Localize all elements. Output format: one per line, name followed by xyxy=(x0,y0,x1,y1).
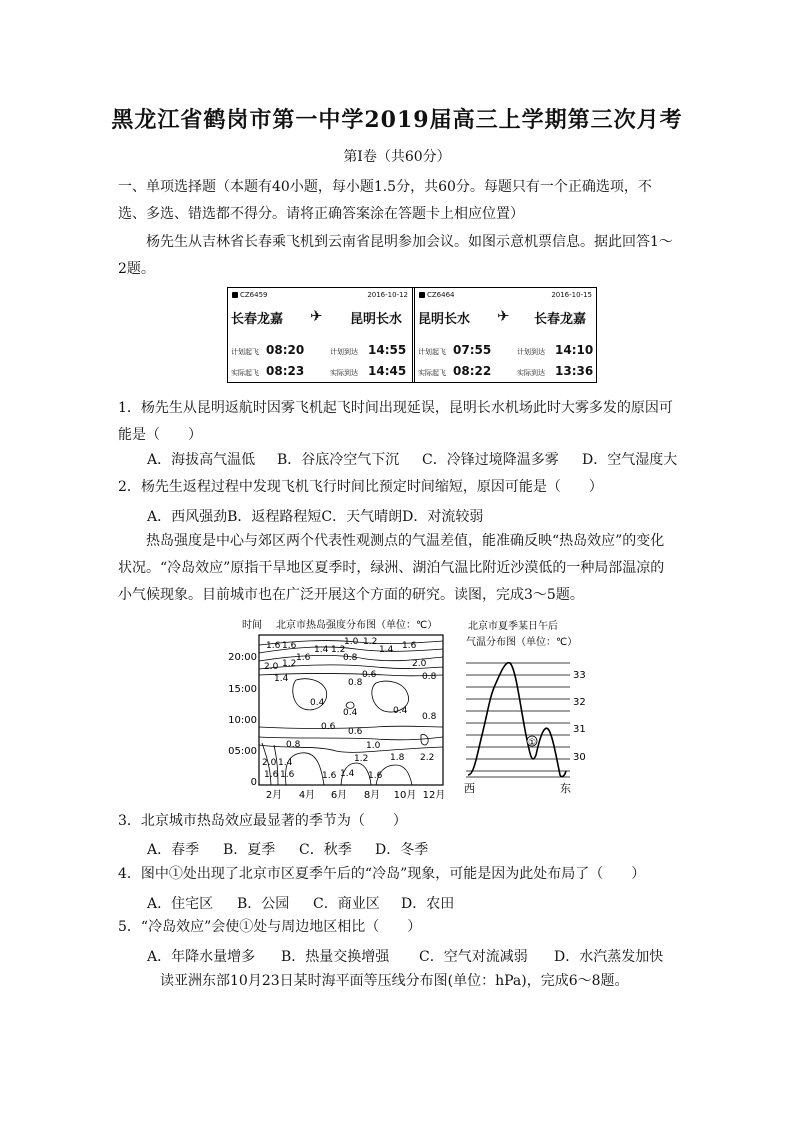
passage-2: 热岛强度是中心与郊区两个代表性观测点的气温差值，能准确反映“热岛效应”的变化状况。“冷岛效应”原指干旱地区夏季时，绿洲、湖泊气温比附近沙漠低的一种局部温凉的小气候现象。目前城市也在广泛开展这个方面的研究。读图，完成3～5题。 xyxy=(118,533,665,603)
svg-text:0.4: 0.4 xyxy=(343,708,358,718)
svg-text:1.4: 1.4 xyxy=(274,674,289,684)
svg-text:1.2: 1.2 xyxy=(282,659,297,669)
svg-text:1.4: 1.4 xyxy=(278,758,293,768)
option-c: C．空气对流减弱 xyxy=(419,949,528,965)
grid-lines xyxy=(466,663,570,777)
svg-text:0.6: 0.6 xyxy=(362,670,377,680)
option-d: D．对流较弱 xyxy=(402,509,484,525)
svg-text:4月: 4月 xyxy=(298,790,316,801)
svg-text:1.0: 1.0 xyxy=(344,637,359,647)
plan-arr-time: 14:55 xyxy=(368,343,407,357)
svg-text:1.4: 1.4 xyxy=(340,769,355,779)
svg-text:1.4: 1.4 xyxy=(314,645,329,655)
svg-text:05:00: 05:00 xyxy=(228,746,257,757)
departure-city: 昆明长水 xyxy=(418,312,471,327)
act-arr-label: 实际到达 xyxy=(330,369,358,377)
svg-text:10:00: 10:00 xyxy=(228,715,257,726)
airline-logo-icon xyxy=(232,292,238,298)
option-d: D．冬季 xyxy=(375,842,429,858)
question-3-stem: 3．北京城市热岛效应最显著的季节为（ ） xyxy=(118,813,407,829)
svg-text:1.6: 1.6 xyxy=(296,653,311,663)
svg-text:1.6: 1.6 xyxy=(264,770,279,780)
svg-text:0.8: 0.8 xyxy=(422,672,437,682)
west-label: 西 xyxy=(464,782,475,795)
question-2-options xyxy=(147,506,707,526)
option-a: A．住宅区 xyxy=(147,896,214,912)
y-axis-ticks xyxy=(228,652,257,788)
plan-arr-label: 计划到达 xyxy=(517,348,545,356)
flight-code: CZ6459 xyxy=(240,291,268,299)
option-b: B．夏季 xyxy=(223,842,276,858)
flight-date: 2016-10-12 xyxy=(367,291,408,299)
svg-text:31: 31 xyxy=(573,724,586,735)
svg-text:2.0: 2.0 xyxy=(412,659,427,669)
svg-text:0.6: 0.6 xyxy=(321,722,336,732)
temperature-profile-chart xyxy=(462,615,592,800)
svg-text:1.6: 1.6 xyxy=(266,641,281,651)
svg-text:1.8: 1.8 xyxy=(390,753,405,763)
option-c: C．冷锋过境降温多雾 xyxy=(422,452,559,468)
svg-text:20:00: 20:00 xyxy=(228,652,257,663)
svg-text:1.6: 1.6 xyxy=(322,771,337,781)
section-intro: 一、单项选择题（本题有40小题，每小题1.5分，共60分。每题只有一个正确选项，不选、多选、错选都不得分。请将正确答案涂在答题卡上相应位置） xyxy=(118,179,652,222)
option-c: C．秋季 xyxy=(299,842,352,858)
passage-1: 杨先生从吉林省长春乘飞机到云南省昆明参加会议。如图示意机票信息。据此回答1～2题。 xyxy=(118,234,673,277)
act-arr-label: 实际到达 xyxy=(517,369,545,377)
temperature-curve xyxy=(468,663,566,777)
ticket-return xyxy=(412,288,596,382)
svg-text:1.6: 1.6 xyxy=(402,641,417,651)
flight-date: 2016-10-15 xyxy=(551,291,592,299)
question-1-options xyxy=(147,449,707,469)
east-label: 东 xyxy=(560,782,571,795)
plan-dep-time: 08:20 xyxy=(266,343,305,357)
option-b: B．谷底冷空气下沉 xyxy=(277,452,400,468)
svg-text:1.6: 1.6 xyxy=(280,770,295,780)
temp-title-line2: 气温分布图（单位：℃） xyxy=(466,637,578,648)
svg-text:0: 0 xyxy=(250,777,257,788)
option-d: D．空气湿度大 xyxy=(582,452,678,468)
svg-text:1.0: 1.0 xyxy=(366,741,381,751)
option-d: D．水汽蒸发加快 xyxy=(554,949,664,965)
svg-text:1.2: 1.2 xyxy=(363,637,378,647)
question-4-options xyxy=(147,893,707,913)
svg-text:2.0: 2.0 xyxy=(264,662,279,672)
plan-dep-label: 计划起飞 xyxy=(231,348,259,356)
svg-text:12月: 12月 xyxy=(422,790,446,801)
option-d: D．农田 xyxy=(401,896,455,912)
question-3-options xyxy=(147,839,707,859)
question-1-stem: 1．杨先生从昆明返航时因雾飞机起飞时间出现延误，昆明长水机场此时大雾多发的原因可能是（ ） xyxy=(118,400,673,443)
svg-text:1.2: 1.2 xyxy=(354,754,369,764)
svg-text:2月: 2月 xyxy=(265,790,283,801)
marker-1: ① xyxy=(527,738,537,748)
svg-text:0.8: 0.8 xyxy=(286,740,301,750)
option-a: A．西风强劲 xyxy=(147,509,228,525)
option-b: B．热量交换增强 xyxy=(281,949,390,965)
airplane-icon: ✈ xyxy=(310,307,323,325)
act-dep-label: 实际起飞 xyxy=(231,369,259,377)
svg-text:0.4: 0.4 xyxy=(393,706,408,716)
svg-text:33: 33 xyxy=(573,670,586,681)
act-arr-time: 14:45 xyxy=(368,364,407,378)
svg-text:0.4: 0.4 xyxy=(310,698,325,708)
svg-text:32: 32 xyxy=(573,697,586,708)
svg-text:1.6: 1.6 xyxy=(282,641,297,651)
svg-text:2.0: 2.0 xyxy=(262,758,277,768)
temp-title-line1: 北京市夏季某日午后 xyxy=(468,621,558,632)
option-a: A．海拔高气温低 xyxy=(147,452,256,468)
flight-code: CZ6464 xyxy=(427,291,455,299)
svg-text:0.8: 0.8 xyxy=(348,678,363,688)
option-b: B．公园 xyxy=(237,896,290,912)
svg-text:15:00: 15:00 xyxy=(228,684,257,695)
heat-island-title: 北京市热岛强度分布图（单位：℃） xyxy=(276,620,438,631)
question-5-options xyxy=(147,946,707,966)
plan-arr-label: 计划到达 xyxy=(330,348,358,356)
option-a: A．春季 xyxy=(147,842,200,858)
act-dep-label: 实际起飞 xyxy=(418,369,446,377)
arrival-city: 昆明长水 xyxy=(349,312,402,327)
temp-y-ticks xyxy=(573,670,586,763)
time-axis-label: 时间 xyxy=(242,620,262,631)
page-title: 黑龙江省鹤岗市第一中学2019届高三上学期第三次月考 xyxy=(111,107,683,133)
option-a: A．年降水量增多 xyxy=(147,949,256,965)
option-b: B．返程路程短 xyxy=(227,509,322,525)
passage-3: 读亚洲东部10月23日某时海平面等压线分布图(单位：hPa)，完成6～8题。 xyxy=(160,973,629,989)
plan-dep-label: 计划起飞 xyxy=(418,348,446,356)
departure-city: 长春龙嘉 xyxy=(231,312,284,327)
svg-text:0.6: 0.6 xyxy=(348,727,363,737)
act-dep-time: 08:22 xyxy=(453,364,492,378)
option-c: C．天气晴朗 xyxy=(321,509,403,525)
svg-text:0.8: 0.8 xyxy=(422,712,437,722)
airplane-icon: ✈ xyxy=(497,307,510,325)
question-4-stem: 4．图中①处出现了北京市区夏季午后的“冷岛”现象，可能是因为此处布局了（ ） xyxy=(118,866,646,882)
plan-dep-time: 07:55 xyxy=(453,343,492,357)
svg-text:8月: 8月 xyxy=(363,790,381,801)
svg-text:0.8: 0.8 xyxy=(343,653,358,663)
svg-text:1.6: 1.6 xyxy=(368,771,383,781)
option-c: C．商业区 xyxy=(313,896,380,912)
ticket-outbound xyxy=(228,288,412,382)
question-5-stem: 5．“冷岛效应”会使①处与周边地区相比（ ） xyxy=(118,919,422,935)
heat-island-chart xyxy=(226,615,450,805)
svg-text:30: 30 xyxy=(573,752,586,763)
svg-text:6月: 6月 xyxy=(330,790,348,801)
svg-text:1.2: 1.2 xyxy=(331,645,346,655)
ticket-figure xyxy=(227,287,597,383)
contour-labels xyxy=(262,637,437,781)
plan-arr-time: 14:10 xyxy=(555,343,594,357)
svg-text:1.4: 1.4 xyxy=(379,645,394,655)
airline-logo-icon xyxy=(419,292,425,298)
act-dep-time: 08:23 xyxy=(266,364,305,378)
question-2-stem: 2．杨先生返程过程中发现飞机飞行时间比预定时间缩短，原因可能是（ ） xyxy=(118,479,603,495)
svg-text:2.2: 2.2 xyxy=(420,753,435,763)
x-axis-ticks xyxy=(266,789,446,801)
section-subtitle: 第Ⅰ卷（共60分） xyxy=(343,149,451,165)
arrival-city: 长春龙嘉 xyxy=(533,312,586,327)
svg-text:10月: 10月 xyxy=(393,790,417,801)
act-arr-time: 13:36 xyxy=(555,364,594,378)
